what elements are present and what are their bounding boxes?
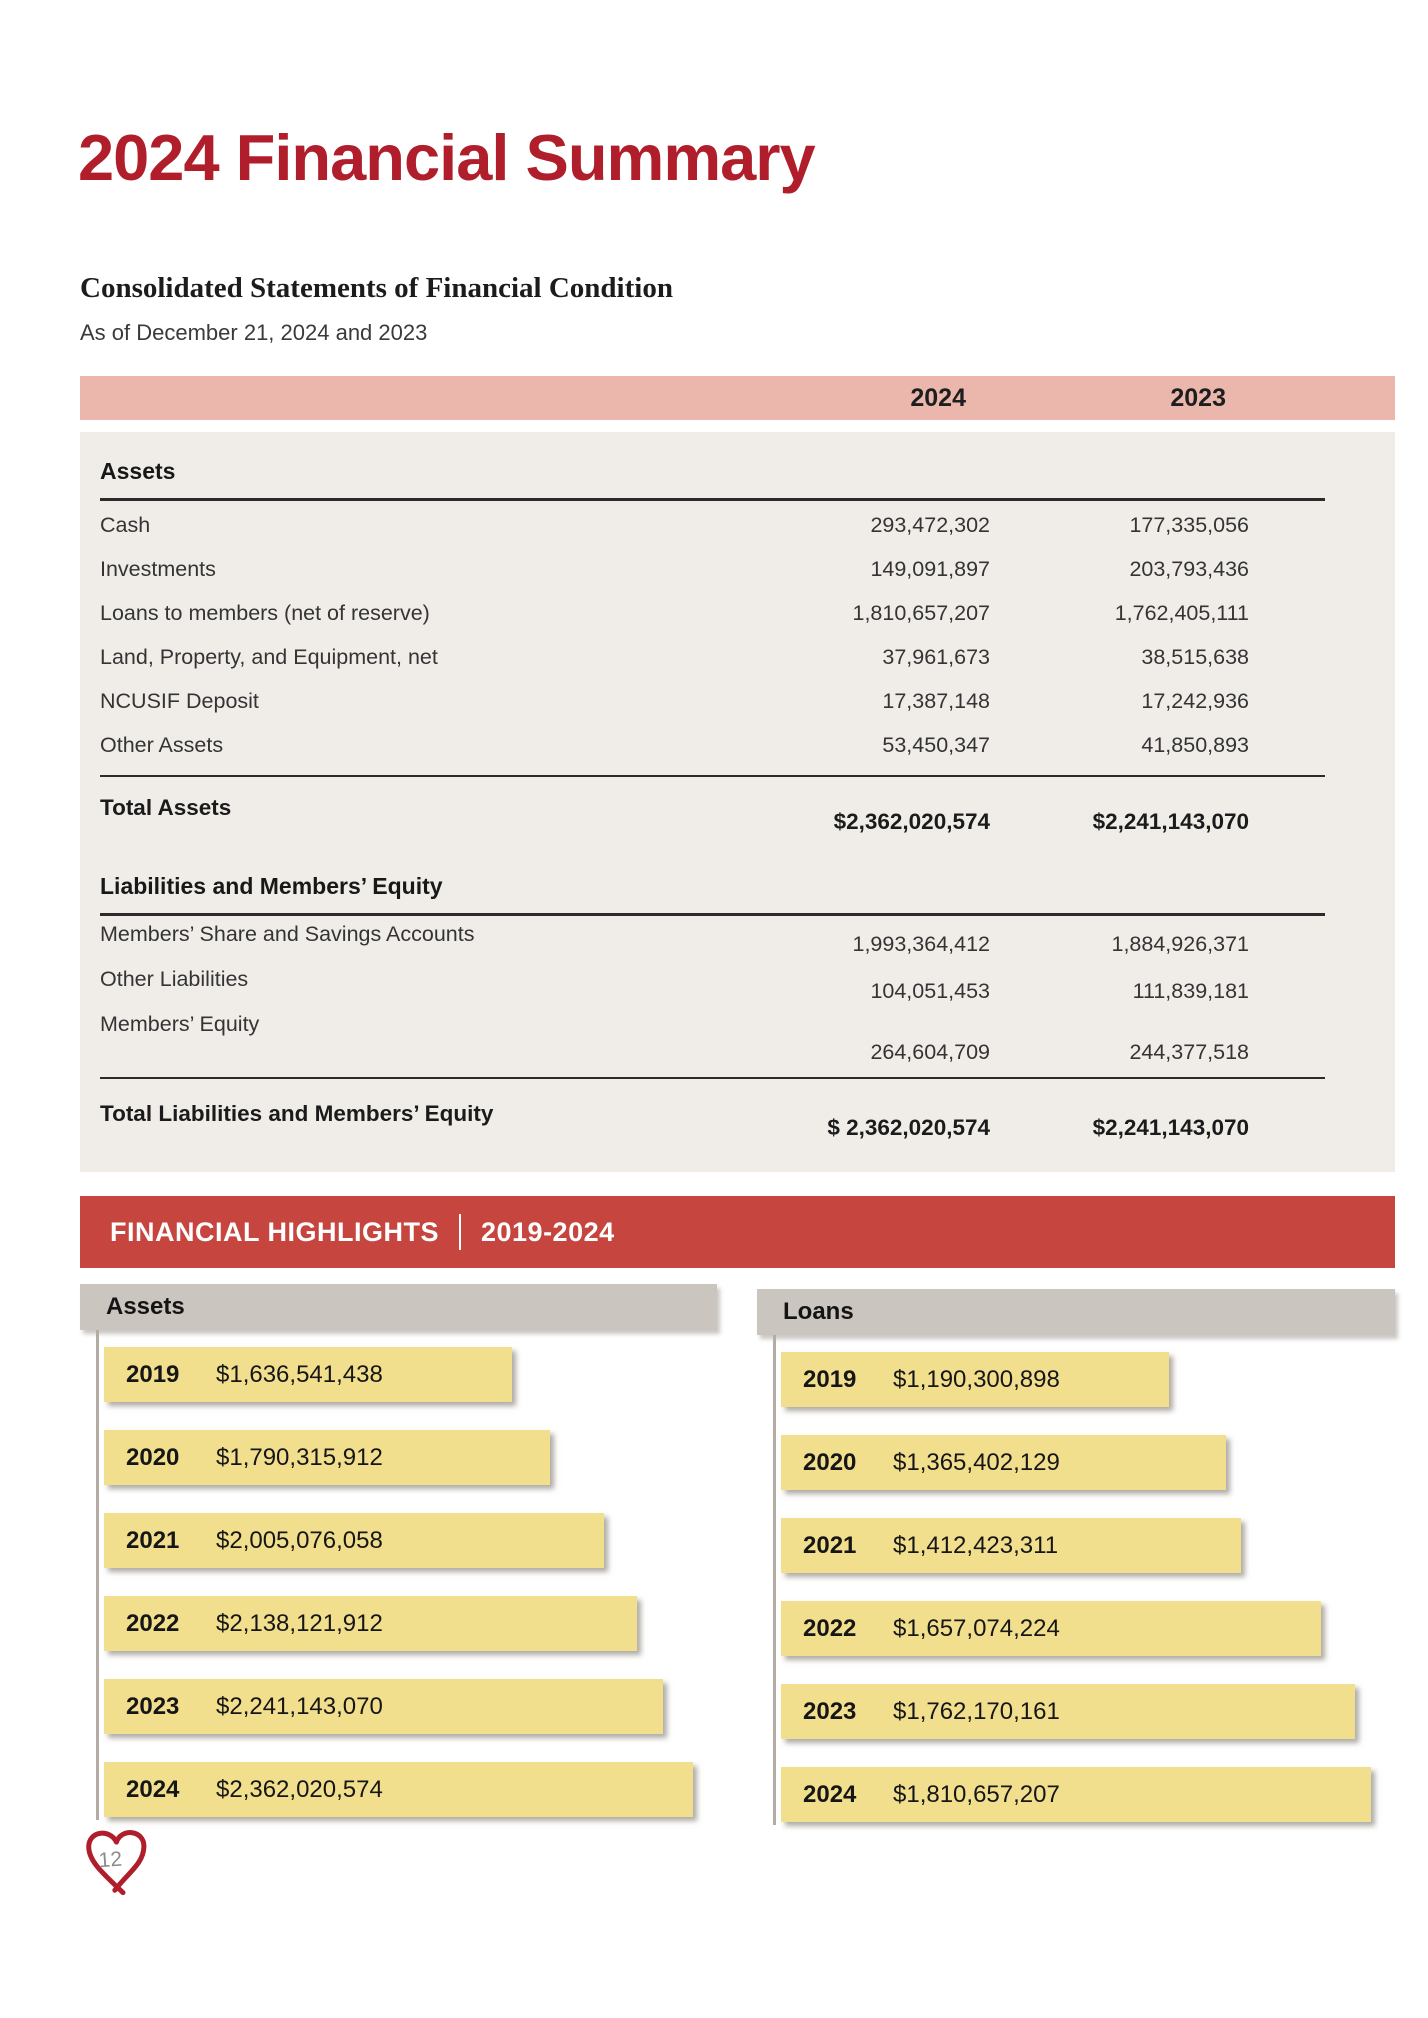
bar-value-label: $2,362,020,574 bbox=[216, 1775, 383, 1803]
heart-page-number bbox=[79, 1822, 154, 1907]
column-header-2024: 2024 bbox=[910, 384, 966, 412]
table-rule bbox=[100, 498, 1325, 501]
row-label: Investments bbox=[100, 556, 216, 581]
table-row bbox=[100, 1008, 1375, 1064]
total-label: Total Assets bbox=[100, 795, 232, 820]
section-header-liabilities: Liabilities and Members’ Equity bbox=[100, 873, 443, 899]
table-row bbox=[100, 963, 1375, 1008]
row-label: Cash bbox=[100, 512, 151, 537]
table-row bbox=[100, 679, 1375, 723]
table-row bbox=[100, 723, 1375, 767]
loans-chart-plot bbox=[757, 1335, 1395, 1822]
loans-bar-2024 bbox=[781, 1767, 1371, 1822]
banner-divider bbox=[459, 1214, 461, 1250]
bar-value-label: $2,005,076,058 bbox=[216, 1526, 383, 1554]
bar-value-label: $1,636,541,438 bbox=[216, 1360, 383, 1388]
section-header-assets: Assets bbox=[100, 458, 176, 484]
row-value-2024: 293,472,302 bbox=[870, 512, 990, 537]
bar-value-label: $2,241,143,070 bbox=[216, 1692, 383, 1720]
row-label: NCUSIF Deposit bbox=[100, 688, 259, 713]
assets-chart-panel bbox=[80, 1284, 717, 1822]
bar-year-label: 2021 bbox=[803, 1531, 857, 1559]
row-value-2023: 38,515,638 bbox=[1141, 644, 1249, 669]
row-value-2023: 203,793,436 bbox=[1129, 556, 1249, 581]
row-value-2024: 264,604,709 bbox=[870, 1040, 990, 1064]
row-value-2023: 177,335,056 bbox=[1129, 512, 1249, 537]
bar-year-label: 2024 bbox=[126, 1775, 180, 1803]
loans-bar-2023 bbox=[781, 1684, 1355, 1739]
statement-column-header-band bbox=[80, 376, 1395, 420]
bar-value-label: $1,412,423,311 bbox=[893, 1531, 1059, 1559]
loans-bar-2020 bbox=[781, 1435, 1226, 1490]
page-title: 2024 Financial Summary bbox=[78, 121, 815, 194]
row-value-2023: 1,762,405,111 bbox=[1114, 600, 1249, 625]
row-label: Loans to members (net of reserve) bbox=[100, 600, 430, 625]
financial-condition-table bbox=[80, 432, 1395, 1172]
bar-value-label: $2,138,121,912 bbox=[216, 1609, 383, 1637]
bar-year-label: 2021 bbox=[126, 1526, 180, 1554]
bar-year-label: 2022 bbox=[126, 1609, 180, 1637]
loans-chart-panel bbox=[757, 1289, 1395, 1822]
statement-subtitle: Consolidated Statements of Financial Condition bbox=[80, 272, 673, 304]
row-value-2023: 1,884,926,371 bbox=[1111, 932, 1249, 956]
row-label: Land, Property, and Equipment, net bbox=[100, 644, 438, 669]
highlights-charts bbox=[80, 1284, 1395, 1822]
financial-highlights-banner bbox=[80, 1196, 1395, 1268]
row-value-2024: 53,450,347 bbox=[882, 732, 990, 757]
row-label: Members’ Share and Savings Accounts bbox=[100, 922, 475, 946]
total-label: Total Liabilities and Members’ Equity bbox=[100, 1101, 494, 1126]
loans-bar-2021 bbox=[781, 1518, 1241, 1573]
bar-value-label: $1,762,170,161 bbox=[893, 1697, 1060, 1725]
assets-bar-2019 bbox=[104, 1347, 512, 1402]
loans-bar-2019 bbox=[781, 1352, 1169, 1407]
table-rule bbox=[100, 1077, 1325, 1079]
total-liabilities-row bbox=[100, 1083, 1375, 1169]
row-value-2024: 37,961,673 bbox=[882, 644, 990, 669]
row-value-2023: 244,377,518 bbox=[1129, 1040, 1249, 1064]
total-value-2024: $2,362,020,574 bbox=[833, 809, 990, 834]
row-label: Other Liabilities bbox=[100, 967, 249, 991]
bar-year-label: 2020 bbox=[126, 1443, 180, 1471]
banner-title: FINANCIAL HIGHLIGHTS bbox=[110, 1216, 439, 1247]
row-value-2024: 104,051,453 bbox=[870, 979, 990, 1003]
assets-bar-2023 bbox=[104, 1679, 663, 1734]
row-value-2024: 149,091,897 bbox=[870, 556, 990, 581]
table-row bbox=[100, 591, 1375, 635]
total-value-2023: $2,241,143,070 bbox=[1092, 809, 1249, 834]
table-rule bbox=[100, 775, 1325, 777]
assets-bar-2021 bbox=[104, 1513, 604, 1568]
loans-bar-2022 bbox=[781, 1601, 1321, 1656]
assets-bar-2024 bbox=[104, 1762, 693, 1817]
row-value-2024: 1,993,364,412 bbox=[852, 932, 990, 956]
bar-value-label: $1,810,657,207 bbox=[893, 1780, 1060, 1808]
assets-bar-2022 bbox=[104, 1596, 637, 1651]
table-row bbox=[100, 547, 1375, 591]
bar-year-label: 2023 bbox=[803, 1697, 857, 1725]
bar-value-label: $1,657,074,224 bbox=[893, 1614, 1060, 1642]
total-value-2023: $2,241,143,070 bbox=[1092, 1115, 1249, 1140]
row-value-2024: 1,810,657,207 bbox=[852, 600, 990, 625]
row-value-2023: 111,839,181 bbox=[1132, 979, 1249, 1003]
bar-year-label: 2022 bbox=[803, 1614, 857, 1642]
statement-date-line: As of December 21, 2024 and 2023 bbox=[80, 320, 428, 345]
page-number: 12 bbox=[97, 1847, 123, 1873]
bar-value-label: $1,190,300,898 bbox=[893, 1365, 1060, 1393]
loans-chart-title: Loans bbox=[757, 1289, 1395, 1335]
bar-year-label: 2019 bbox=[126, 1360, 180, 1388]
banner-range: 2019-2024 bbox=[481, 1216, 615, 1247]
row-value-2023: 41,850,893 bbox=[1141, 732, 1249, 757]
table-row bbox=[100, 635, 1375, 679]
column-header-2023: 2023 bbox=[1170, 384, 1226, 412]
table-row bbox=[100, 918, 1375, 963]
row-label: Other Assets bbox=[100, 732, 224, 757]
bar-value-label: $1,365,402,129 bbox=[893, 1448, 1060, 1476]
loans-chart-axis bbox=[773, 1335, 776, 1825]
assets-chart-plot bbox=[80, 1330, 717, 1817]
assets-chart-axis bbox=[96, 1330, 99, 1820]
table-row bbox=[100, 503, 1375, 547]
table-rule bbox=[100, 913, 1325, 916]
assets-bar-2020 bbox=[104, 1430, 550, 1485]
bar-year-label: 2020 bbox=[803, 1448, 857, 1476]
bar-value-label: $1,790,315,912 bbox=[216, 1443, 383, 1471]
total-value-2024: $ 2,362,020,574 bbox=[827, 1115, 990, 1140]
bar-year-label: 2023 bbox=[126, 1692, 180, 1720]
row-value-2024: 17,387,148 bbox=[882, 688, 990, 713]
total-assets-row bbox=[100, 781, 1375, 859]
bar-year-label: 2019 bbox=[803, 1365, 857, 1393]
row-label: Members’ Equity bbox=[100, 1012, 260, 1036]
row-value-2023: 17,242,936 bbox=[1141, 688, 1249, 713]
bar-year-label: 2024 bbox=[803, 1780, 857, 1808]
assets-chart-title: Assets bbox=[80, 1284, 717, 1330]
